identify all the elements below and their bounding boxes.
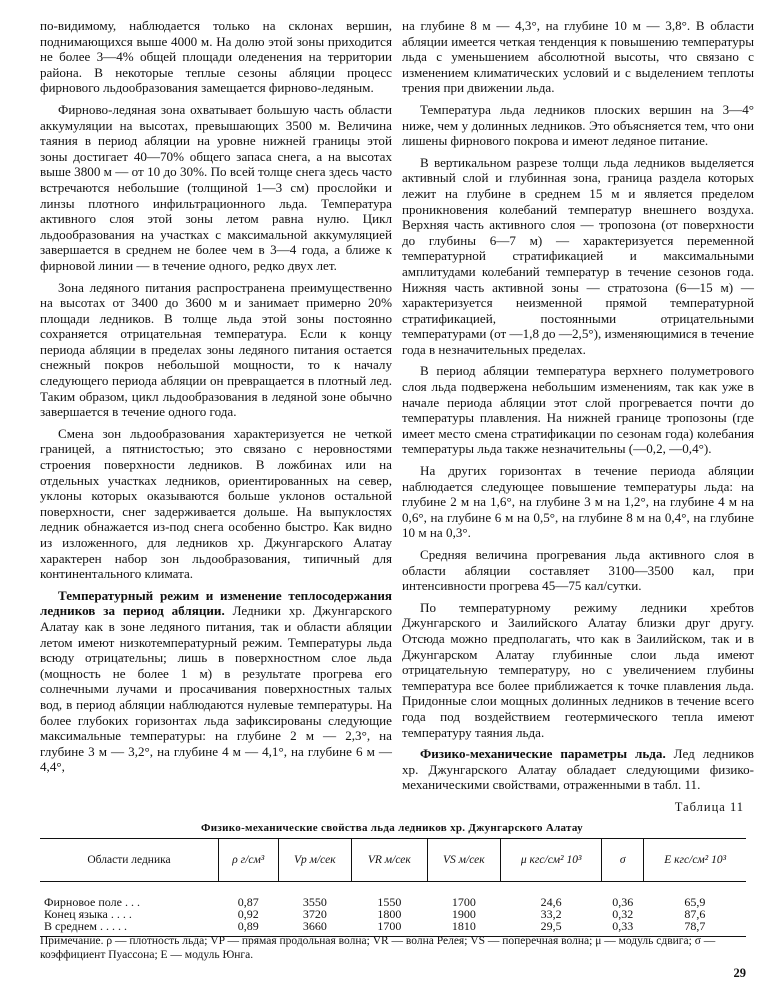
table-cell: 33,2: [540, 907, 562, 921]
left-column: [40, 18, 392, 781]
table-note: Примечание. ρ — плотность льда; VP — прямая продольная волна; VR — волна Релея; VS — поперечная волна; μ — модуль сдвига; σ — коэффициент Пуассона; E — модуль Юнга.: [40, 935, 716, 961]
table-header-cell: ρ г/см³: [219, 839, 279, 882]
table-cell: 1810: [427, 920, 501, 937]
table-cell: 1700: [451, 895, 476, 909]
paragraph: В вертикальном разрезе толщи льда ледников выделяется активный слой и глубинная зона, граница раздела которых лежит на глубине в среднем 15 м и является пределом проникновения колебаний температур внешнего воздуха. Верхняя часть активного слоя — тропозона (от поверхности до глубины 6—7 м) — характеризуется переменной температурной стратификацией и максимальными амплитудами колебаний температур в течение сезонов года. Нижняя часть активной зоны — стратозона (6—15 м) — характеризуется неизменной прямой температурной стратификацией, постоянными отрицательными температурами (от —1,8 до —2,5°), изменяющимися в течение года в незначительных пределах.: [402, 154, 754, 357]
table-cell: 65,9: [684, 895, 706, 909]
paragraph: Смена зон льдообразования характеризуется не четкой границей, а пятнистостью; это связано с неровностями строения поверхности ледников. В ложбинах или на отдельных участках ледников, ориентированных на север, уклоны которых оказываются больше уклонов остальной поверхности, снег задерживается дольше. На выпуклостях ледник обнажается из-под снега особенно быстро. Как видно из изложенного, для ледников хр. Джунгарского Алатау характерен набор зон льдообразования, типичный для континентального климата.: [40, 425, 392, 582]
paragraph: [40, 588, 392, 775]
paragraph: Средняя величина прогревания льда активного слоя в области абляции составляет 3100—3500 кал, при интенсивности прогрева 45—75 кал/сутки.: [402, 547, 754, 594]
table-cell: 0,87: [237, 895, 259, 909]
paragraph: [402, 746, 754, 793]
table-cell: 78,7: [644, 920, 746, 937]
paragraph: Температура льда ледников плоских вершин на 3—4° ниже, чем у долинных ледников. Это объясняется тем, что они лишены фирнового покрова и имеют ледяное питание.: [402, 101, 754, 149]
table-header-row: [40, 839, 746, 882]
table-cell: 0,32: [612, 907, 634, 921]
table-cell: 24,6: [540, 895, 562, 909]
paragraph: На других горизонтах в течение периода абляции наблюдается следующее повышение температуры льда: на глубине 2 м на 1,6°, на глубине 3 м на 1,2°, на глубине 4 м на 0,6°, на глубине 6 м на 0,5°, на глубине 8 м на 0,4°, на глубине 10 м на 0,3°.: [402, 463, 754, 541]
table-cell: В среднем . . . . .: [40, 920, 219, 937]
paragraph: по-видимому, наблюдается только на склонах вершин, поднимающихся выше 4000 м. На долю этой зоны приходится не более 3—4% общей площади оледенения на территории района. В некоторые теплые сезоны абляции процесс фирнового льдообразования замещается фирново-ледяным.: [40, 18, 392, 96]
table-number: Таблица 11: [674, 800, 744, 814]
table-cell: 1800: [377, 907, 402, 921]
table-header-cell: Области ледника: [40, 839, 219, 882]
paragraph: Фирново-ледяная зона охватывает большую часть области аккумуляции на высотах, превышающих 3500 м. Величина таяния в период абляции на уровне нижней границы этой зоны достигает 40—70% общего запаса снега, а на высотах выше 3800 м — от 10 до 30%. По всей толще снега здесь часто встречаются небольшие (толщиной 1—3 см) прослойки и линзы плотного инфильтрационного льда. Температура активного слоя этой зоны летом равна нулю. Цикл льдообразования на участках с максимальной аккумуляцией завершается в среднем не более чем в 3—4 года, а ближе к фирновой линии — в течение одного, редко двух лет.: [40, 101, 392, 273]
table-cell: Фирновое поле . . .: [44, 895, 140, 909]
paragraph-text: Лед ледников хр. Джунгарского Алатау обладает следующими физико-механическими свойствами, отраженными в табл. 11.: [402, 746, 754, 793]
table-cell: 0,36: [612, 895, 634, 909]
section-heading: Температурный режим и изменение теплосодержания ледников за период абляции.: [40, 587, 392, 619]
paragraph: По температурному режиму ледники хребтов Джунгарского и Заилийского Алатау близки друг другу. Отсюда можно предполагать, что как в Заилийском, так и в Джунгарском Алатау глубинные слои льда имеют отрицательную температуру, но с увеличением глубины температура все более приближается к точке плавления льда. Придонные слои мощных долинных ледников в течение всего года под воздействием геотермического тепла имеют температуру таяния льда.: [402, 599, 754, 740]
table-cell: 1900: [451, 907, 476, 921]
table-header-cell: VR м/сек: [352, 839, 427, 882]
table-cell: 1700: [352, 920, 427, 937]
table-row: [40, 882, 746, 909]
table-cell: 29,5: [501, 920, 602, 937]
table-cell: 3550: [302, 895, 327, 909]
right-column: [402, 18, 754, 799]
paragraph-text: Ледники хр. Джунгарского Алатау как в зоне ледяного питания, так и области абляции летом имеют низкотемпературный режим. Температуры льда всюду отрицательны; лишь в поверхностном слое льда (мощность не более 1 м) в результате прогрева его солнечными лучами и просачивания поверхностных талых вод, в период абляции наблюдаются нулевые температуры. На более глубоких горизонтах льда зафиксированы следующие максимальные температуры: на глубине 2 м — 2,3°, на глубине 3 м — 3,2°, на глубине 4 м — 4,1°, на глубине 6 м — 4,4°,: [40, 603, 392, 775]
table-header-cell: E кгс/см² 10³: [644, 839, 746, 882]
table-header-cell: σ: [602, 839, 644, 882]
table-cell: 87,6: [684, 907, 706, 921]
table-cell: Конец языка . . . .: [44, 907, 132, 921]
table-header-cell: VS м/сек: [427, 839, 501, 882]
table-cell: 0,89: [219, 920, 279, 937]
paragraph: Зона ледяного питания распространена преимущественно на высотах от 3400 до 3600 м и занимает примерно 20% площади ледников. В толще льда этой зоны постоянно сохраняется отрицательная температура. Если к концу периода абляции в пределах зоны ледяного питания остается снежный покров небольшой мощности, то к началу следующего периода абляции он превращается в плотный лед. Таким образом, цикл льдообразования в ледяной зоне обычно завершается в течение одного года.: [40, 279, 392, 420]
section-heading: Физико-механические параметры льда.: [420, 746, 666, 762]
table-cell: 3660: [278, 920, 352, 937]
paragraph: В период абляции температура верхнего полуметрового слоя льда подвержена небольшим изменениям, так как уже в начале периода абляции этот слой прогревается почти до температуры плавления. На нижней границе тропозоны (где имеет место смена стратификации по сезонам года) колебания температуры льда также незначительны (—0,2, —0,4°).: [402, 363, 754, 457]
table-header-cell: μ кгс/см² 10³: [501, 839, 602, 882]
properties-table: [40, 838, 746, 937]
table-cell: 0,92: [237, 907, 259, 921]
table-title: Физико-механические свойства льда ледников хр. Джунгарского Алатау: [201, 822, 583, 834]
paragraph: на глубине 8 м — 4,3°, на глубине 10 м — 3,8°. В области абляции имеется четкая тенденция к повышению температуры льда с уменьшением абсолютной высоты, что связано с изменением климатических условий и с выделением теплоты трения при движении льда.: [402, 18, 754, 96]
table-header-cell: Vp м/сек: [278, 839, 352, 882]
table-cell: 1550: [377, 895, 402, 909]
table-cell: 0,33: [602, 920, 644, 937]
page-number: 29: [733, 966, 746, 980]
table-cell: 3720: [302, 907, 327, 921]
